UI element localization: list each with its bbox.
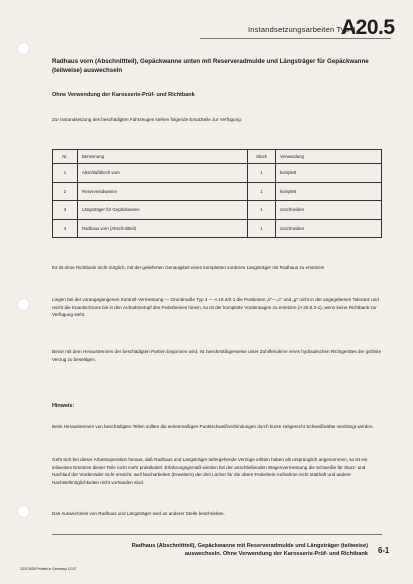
row-nr: 4 [53,219,78,238]
binder-hole-bottom [17,505,30,518]
header-stueck: Stück [248,150,276,164]
page-number: 6-1 [378,546,390,555]
table-row [53,182,382,201]
row-benennung: Radhaus vorn (Abschnittteil) [78,219,248,238]
row-nr: 1 [53,164,78,183]
print-note: 333/78/38 Printed in Germany 12.87 [20,567,77,571]
row-benennung: Längsträger für Gepäckwanne [78,201,248,220]
row-stueck: 1 [248,164,276,183]
header-benennung: Benennung [78,150,248,164]
footer-line-2: auswechseln. Ohne Verwendung der Karosserie-Prüf- und Richtbank [184,550,368,557]
hinweis-paragraph-2: Geht sich bei dieser Arbeitsoperation heraus, daß Radhaus und Längsträger tiefergehende Verzüge erlitten haben als ursprünglich angenommen, so ist ein teilweises Ersetzen dieser Teile nicht mehr praktikabel. Erfahrungsgemäß werden bei der anschließenden Wagenvermessung die Schweiße für Sturz- und Nachlauf der Vorderräder nicht erreicht, weil Nacharbeiten (Erweitern) der drei Löcher für die obere Federbein-Aufnahme nicht statthaft und andere Nachstellmöglichkeiten nicht vorhanden sind. [52,457,368,485]
header-divider [200,38,391,39]
paragraph-vermessung: Liegen bei der vorangegangenen Kontroll-Vermessung — Grundmaße Typ 4 — A 18.4/2-1 die Positionen „k"—„c" und „g" nicht in der angegebenen Toleranz und reicht die Knautschzone bis in den Aufnahmetopf des Federbeines hinein, so ist der komplette Vorderwagen zu ersetzen (A 20.5.3-1), wenn keine Richtbank zur Verfügung steht. [52,297,379,317]
row-nr: 3 [53,201,78,220]
table-row [53,201,382,220]
parts-table [52,149,382,238]
paragraph-richtbank: Es ist ohne Richtbank nicht möglich, mit der gelieferten Genauigkeit einen kompletten vorderen Längsträger mit Radhaus zu ersetzen! [52,265,325,270]
footer-title [52,543,368,558]
paragraph-richtgeraet: Bevor mit dem Heraustrennen der beschädigten Partien begonnen wird, ist zweckmäßigerweise unter Zuhilfenahme eines hydraulischen Richtgerätes der gröbste Verzug zu beseitigen. [52,349,382,362]
hinweis-paragraph-3: Das Auswechseln von Radhaus und Längsträger wird an anderer Stelle beschrieben. [52,511,225,516]
header-nr: Nr. [53,150,78,164]
table-row [53,164,382,183]
intro-text: Zur Instandsetzung des beschädigten Fahrzeuges stehen folgende Ersatzteile zur Verfügung: [52,117,242,122]
hinweis-paragraph-1: Beim Heraustrennen von beschädigten Teilen sollten die serienmäßigen Punktschweißverbindungen durch kurze zeitgerecht Schweißnähte verdrängt werden. [52,424,374,429]
section-code: A20.5 [341,16,395,39]
section-title: Instandsetzungsarbeiten Typ 4 [248,25,356,34]
row-stueck: 1 [248,201,276,220]
page-subtitle: Ohne Verwendung der Karosserie-Prüf- und Richtbank [52,92,195,98]
header-verwendung: Verwendung [276,150,382,164]
row-verwendung: zuschneiden [276,219,382,238]
table-row [53,219,382,238]
page-title: Radhaus vorn (Abschnittteil), Gepäckwanne unten mit Reserveradmulde und Längsträger für Gepäckwanne (teilweise) auswechseln [52,58,369,74]
row-verwendung: zuschneiden [276,201,382,220]
footer-divider [52,534,382,535]
row-nr: 2 [53,182,78,201]
row-verwendung: komplett [276,182,382,201]
row-stueck: 1 [248,219,276,238]
binder-hole-top [17,42,30,55]
footer-line-1: Radhaus (Abschnittteil), Gepäckwanne mit Reserveradmulde und Längsträger (teilweise) [131,543,368,549]
row-verwendung: komplett [276,164,382,183]
row-benennung: Abschlußblech vorn [78,164,248,183]
binder-hole-middle [17,298,30,311]
table-header-row [53,150,382,164]
row-stueck: 1 [248,182,276,201]
row-benennung: Reserveradwanne [78,182,248,201]
hinweis-heading: Hinweis: [52,403,75,409]
